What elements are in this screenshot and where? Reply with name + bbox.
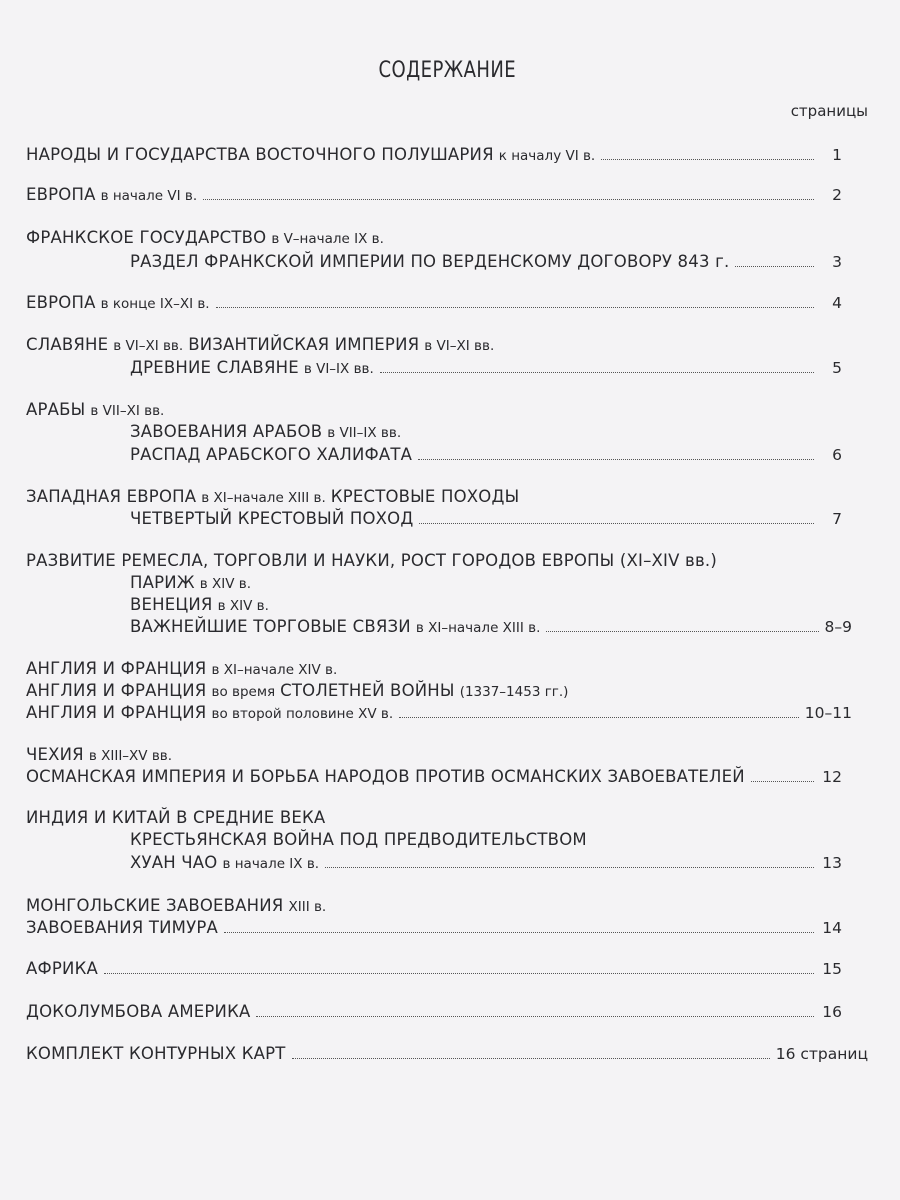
entry-title: ПАРИЖ <box>130 573 195 592</box>
toc-entry[interactable] <box>26 659 337 681</box>
toc-entry[interactable] <box>26 145 842 167</box>
entry-title: ВЕНЕЦИЯ <box>130 595 213 614</box>
entry-period: во время <box>211 684 276 700</box>
entry-period: (1337–1453 гг.) <box>459 684 569 700</box>
entry-title: ЗАВОЕВАНИЯ АРАБОВ <box>130 422 323 441</box>
entry-title: ЧЕТВЕРТЫЙ КРЕСТОВЫЙ ПОХОД <box>130 509 414 528</box>
entry-title: РАЗДЕЛ ФРАНКСКОЙ ИМПЕРИИ ПО ВЕРДЕНСКОМУ ДОГОВОРУ 843 г. <box>130 252 730 271</box>
entry-title: СЛАВЯНЕ <box>26 335 109 354</box>
page-number: 4 <box>832 294 842 312</box>
entry-title: ВИЗАНТИЙСКАЯ ИМПЕРИЯ <box>188 335 420 354</box>
entry-title: ФРАНКСКОЕ ГОСУДАРСТВО <box>26 228 267 247</box>
entry-period: в VI–XI вв. <box>424 338 495 354</box>
toc-subentry[interactable] <box>130 853 842 875</box>
entry-period: XIII в. <box>288 899 327 915</box>
entry-period: в XI–начале XIV в. <box>211 662 338 678</box>
entry-title: КРЕСТЬЯНСКАЯ ВОЙНА ПОД ПРЕДВОДИТЕЛЬСТВОМ <box>130 830 587 849</box>
dot-leader <box>419 523 814 524</box>
toc-subentry[interactable] <box>130 830 587 852</box>
entry-title: АНГЛИЯ И ФРАНЦИЯ <box>26 681 207 700</box>
dot-leader <box>751 781 814 782</box>
entry-period: в начале VI в. <box>100 188 198 204</box>
dot-leader <box>546 631 818 632</box>
entry-title: МОНГОЛЬСКИЕ ЗАВОЕВАНИЯ <box>26 896 284 915</box>
toc-entry[interactable] <box>26 808 325 830</box>
dot-leader <box>104 973 814 974</box>
entry-title: РАСПАД АРАБСКОГО ХАЛИФАТА <box>130 445 413 464</box>
page-number: 15 <box>822 960 842 978</box>
entry-title: ЧЕХИЯ <box>26 745 84 764</box>
entry-title: АФРИКА <box>26 959 98 978</box>
page-number: 2 <box>832 186 842 204</box>
toc-subentry[interactable] <box>130 422 401 444</box>
entry-title: ЕВРОПА <box>26 185 96 204</box>
dot-leader <box>256 1016 814 1017</box>
toc-entry[interactable] <box>26 896 326 918</box>
entry-period: во второй половине XV в. <box>211 706 394 722</box>
toc-entry[interactable] <box>26 551 717 573</box>
entry-period: в XI–начале XIII в. <box>415 620 541 636</box>
dot-leader <box>380 372 814 373</box>
page-number: 8–9 <box>824 618 852 636</box>
dot-leader <box>203 199 814 200</box>
toc-entry[interactable] <box>26 293 842 315</box>
toc-entry[interactable] <box>26 400 164 422</box>
entry-title: ХУАН ЧАО <box>130 853 218 872</box>
page-number: 14 <box>822 919 842 937</box>
toc-subentry[interactable] <box>130 445 842 467</box>
toc-entry[interactable] <box>26 681 568 703</box>
entry-period: в VII–IX вв. <box>327 425 402 441</box>
page-number: 10–11 <box>804 704 852 722</box>
dot-leader <box>216 307 814 308</box>
toc-subentry[interactable] <box>130 509 842 531</box>
entry-period: в VII–XI вв. <box>90 403 165 419</box>
entry-period: в конце IX–XI в. <box>100 296 210 312</box>
toc-entry[interactable] <box>26 228 384 250</box>
toc-entry[interactable] <box>26 959 842 981</box>
entry-title: ЗАВОЕВАНИЯ ТИМУРА <box>26 918 219 937</box>
entry-title: АНГЛИЯ И ФРАНЦИЯ <box>26 703 207 722</box>
entry-period: в XIV в. <box>217 598 269 614</box>
page-number: 16 <box>822 1003 842 1021</box>
entry-title: КОМПЛЕКТ КОНТУРНЫХ КАРТ <box>26 1044 286 1063</box>
toc-entry[interactable] <box>26 1002 842 1024</box>
toc-subentry[interactable] <box>130 252 842 274</box>
toc-entry[interactable] <box>26 918 842 940</box>
toc-entry[interactable] <box>26 703 852 725</box>
entry-period: в VI–IX вв. <box>303 361 374 377</box>
page-number: 5 <box>832 359 842 377</box>
entry-period: в XIII–XV вв. <box>88 748 173 764</box>
entry-title: ВАЖНЕЙШИЕ ТОРГОВЫЕ СВЯЗИ <box>130 617 411 636</box>
entry-period: в XI–начале XIII в. <box>201 490 326 506</box>
page-title: СОДЕРЖАНИЕ <box>378 58 517 83</box>
dot-leader <box>224 932 814 933</box>
toc-subentry[interactable] <box>130 358 842 380</box>
toc-entry[interactable] <box>26 335 494 357</box>
entry-title: ЕВРОПА <box>26 293 96 312</box>
page-number: 13 <box>822 854 842 872</box>
entry-title: НАРОДЫ И ГОСУДАРСТВА ВОСТОЧНОГО ПОЛУШАРИЯ <box>26 145 494 164</box>
entry-title: ЗАПАДНАЯ ЕВРОПА <box>26 487 197 506</box>
entry-period: в XIV в. <box>199 576 252 592</box>
toc-subentry[interactable] <box>130 617 852 639</box>
toc-entry[interactable] <box>26 185 842 207</box>
page-number: 3 <box>832 253 842 271</box>
entry-title: ДРЕВНИЕ СЛАВЯНЕ <box>130 358 299 377</box>
dot-leader <box>735 266 814 267</box>
entry-title: КРЕСТОВЫЕ ПОХОДЫ <box>330 487 520 506</box>
entry-period: в VI–XI вв. <box>113 338 184 354</box>
entry-title: ИНДИЯ И КИТАЙ В СРЕДНИЕ ВЕКА <box>26 808 326 827</box>
toc-entry[interactable] <box>26 1044 868 1066</box>
pages-column-header: страницы <box>790 102 868 120</box>
toc-entry[interactable] <box>26 745 172 767</box>
toc-entry[interactable] <box>26 767 842 789</box>
page-number: 1 <box>832 146 842 164</box>
dot-leader <box>325 867 814 868</box>
page-number: 16 страниц <box>775 1045 868 1063</box>
entry-title: СТОЛЕТНЕЙ ВОЙНЫ <box>280 681 455 700</box>
dot-leader <box>418 459 814 460</box>
dot-leader <box>292 1058 770 1059</box>
page-number: 6 <box>832 446 842 464</box>
entry-title: РАЗВИТИЕ РЕМЕСЛА, ТОРГОВЛИ И НАУКИ, РОСТ ГОРОДОВ ЕВРОПЫ (XI–XIV вв.) <box>26 551 717 570</box>
dot-leader <box>601 159 814 160</box>
entry-period: к началу VI в. <box>498 148 596 164</box>
dot-leader <box>399 717 799 718</box>
page-number: 7 <box>832 510 842 528</box>
toc-subentry[interactable] <box>130 573 251 595</box>
toc-entry[interactable] <box>26 487 519 509</box>
entry-period: в V–начале IX в. <box>271 231 384 247</box>
page-number: 12 <box>822 768 842 786</box>
entry-title: АНГЛИЯ И ФРАНЦИЯ <box>26 659 207 678</box>
entry-title: ДОКОЛУМБОВА АМЕРИКА <box>26 1002 251 1021</box>
entry-title: АРАБЫ <box>26 400 86 419</box>
entry-period: в начале IX в. <box>222 856 320 872</box>
toc-subentry[interactable] <box>130 595 269 617</box>
entry-title: ОСМАНСКАЯ ИМПЕРИЯ И БОРЬБА НАРОДОВ ПРОТИВ ОСМАНСКИХ ЗАВОЕВАТЕЛЕЙ <box>26 767 745 786</box>
